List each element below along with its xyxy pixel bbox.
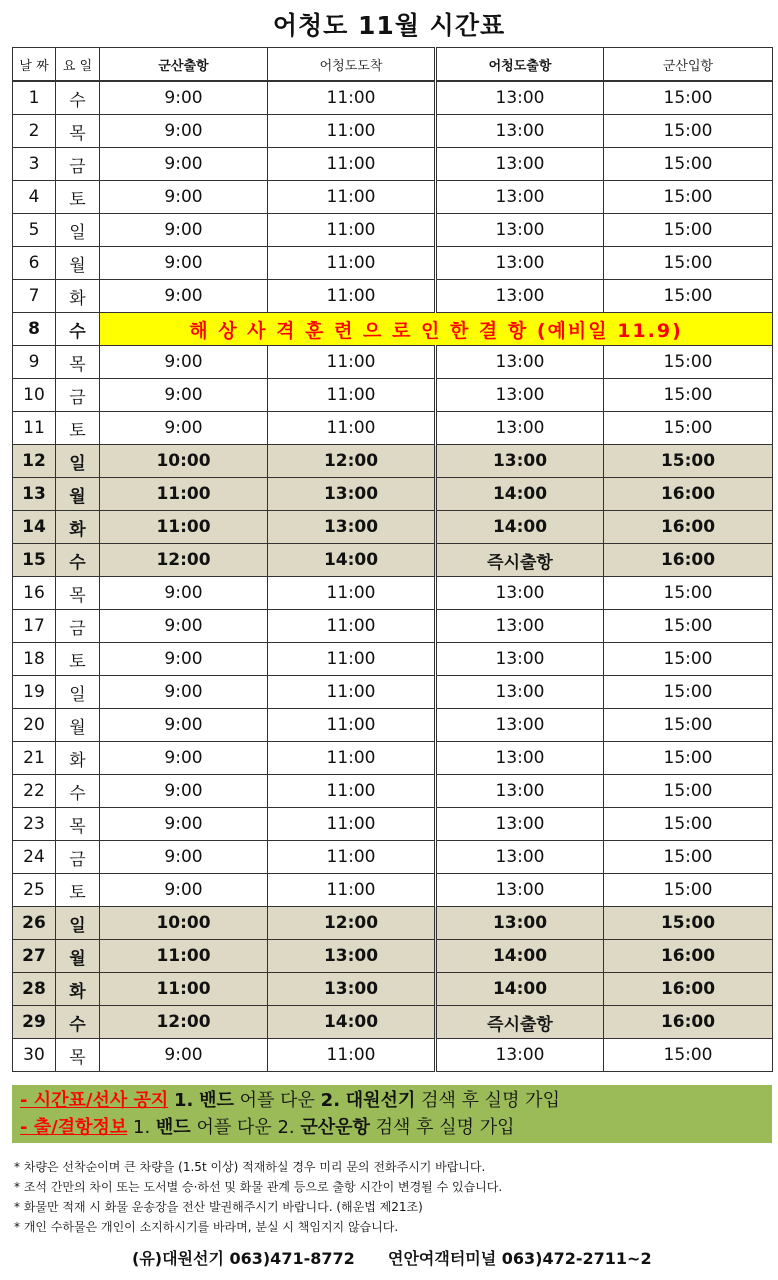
info-bar [12,1085,772,1143]
gunsan-arrival-cell: 15:00 [604,775,773,808]
table-row [13,445,773,478]
gunsan-departure-cell: 12:00 [100,1006,268,1039]
step-text: 어플 다운 [239,1090,315,1111]
eocheongdo-departure-cell: 13:00 [436,379,604,412]
eocheongdo-arrival-cell: 13:00 [268,478,436,511]
day-cell: 16 [13,577,56,610]
gunsan-departure-cell: 9:00 [100,346,268,379]
gunsan-arrival-cell: 15:00 [604,610,773,643]
eocheongdo-arrival-cell: 11:00 [268,181,436,214]
eocheongdo-arrival-cell: 11:00 [268,775,436,808]
day-cell: 29 [13,1006,56,1039]
note-item: * 화물만 적재 시 화물 운송장을 전산 발권해주시기 바랍니다. (해운법 제21조) [14,1200,423,1214]
search-keyword: 대원선기 [345,1090,416,1111]
weekday-cell: 화 [56,511,100,544]
weekday-cell: 화 [56,280,100,313]
table-row [13,610,773,643]
header-weekday: 요 일 [56,48,100,82]
step-number: 1. [133,1117,151,1138]
gunsan-arrival-cell: 15:00 [604,1039,773,1072]
gunsan-arrival-cell: 16:00 [604,544,773,577]
step-number: 1. [174,1090,194,1111]
info-line-notice [20,1087,764,1114]
gunsan-arrival-cell: 15:00 [604,81,773,115]
gunsan-arrival-cell: 16:00 [604,478,773,511]
gunsan-arrival-cell: 16:00 [604,940,773,973]
weekday-cell: 일 [56,214,100,247]
eocheongdo-departure-cell: 13:00 [436,214,604,247]
eocheongdo-arrival-cell: 12:00 [268,907,436,940]
note-item: * 개인 수하물은 개인이 소지하시기를 바라며, 분실 시 책임지지 않습니다. [14,1220,399,1234]
day-cell: 1 [13,81,56,115]
gunsan-departure-cell: 9:00 [100,577,268,610]
eocheongdo-departure-cell: 13:00 [436,610,604,643]
search-keyword: 군산운항 [300,1117,370,1138]
gunsan-departure-cell: 9:00 [100,742,268,775]
gunsan-departure-cell: 9:00 [100,676,268,709]
eocheongdo-departure-cell: 13:00 [436,148,604,181]
day-cell: 26 [13,907,56,940]
eocheongdo-departure-cell: 13:00 [436,841,604,874]
gunsan-arrival-cell: 15:00 [604,346,773,379]
weekday-cell: 토 [56,412,100,445]
footer-terminal-contact: 연안여객터미널 063)472-2711~2 [388,1249,652,1268]
eocheongdo-arrival-cell: 11:00 [268,346,436,379]
table-row [13,81,773,115]
eocheongdo-arrival-cell: 11:00 [268,115,436,148]
gunsan-arrival-cell: 15:00 [604,181,773,214]
table-row [13,280,773,313]
day-cell: 8 [13,313,56,346]
gunsan-departure-cell: 11:00 [100,940,268,973]
eocheongdo-departure-cell: 13:00 [436,742,604,775]
table-row [13,214,773,247]
day-cell: 19 [13,676,56,709]
app-name-band: 밴드 [155,1117,191,1138]
day-cell: 3 [13,148,56,181]
info-label-notice: - 시간표/선사 공지 [20,1090,169,1111]
gunsan-arrival-cell: 15:00 [604,874,773,907]
eocheongdo-arrival-cell: 11:00 [268,874,436,907]
weekday-cell: 일 [56,676,100,709]
step-text: 검색 후 실명 가입 [375,1117,515,1138]
eocheongdo-departure-cell: 13:00 [436,115,604,148]
weekday-cell: 수 [56,81,100,115]
gunsan-arrival-cell: 16:00 [604,1006,773,1039]
weekday-cell: 목 [56,1039,100,1072]
eocheongdo-departure-cell: 13:00 [436,577,604,610]
weekday-cell: 토 [56,181,100,214]
gunsan-arrival-cell: 15:00 [604,445,773,478]
weekday-cell: 수 [56,544,100,577]
gunsan-departure-cell: 10:00 [100,445,268,478]
eocheongdo-departure-cell: 14:00 [436,973,604,1006]
eocheongdo-arrival-cell: 11:00 [268,808,436,841]
eocheongdo-arrival-cell: 11:00 [268,841,436,874]
table-row [13,775,773,808]
note-item: * 차량은 선착순이며 큰 차량을 (1.5t 이상) 적재하실 경우 미리 문의 전화주시기 바랍니다. [14,1160,486,1174]
table-row [13,379,773,412]
day-cell: 10 [13,379,56,412]
table-row [13,874,773,907]
gunsan-departure-cell: 9:00 [100,247,268,280]
weekday-cell: 화 [56,742,100,775]
gunsan-departure-cell: 9:00 [100,148,268,181]
eocheongdo-departure-cell: 13:00 [436,346,604,379]
gunsan-departure-cell: 9:00 [100,808,268,841]
gunsan-arrival-cell: 15:00 [604,148,773,181]
day-cell: 15 [13,544,56,577]
table-row [13,313,773,346]
cancellation-notice: 해 상 사 격 훈 련 으 로 인 한 결 항 (예비일 11.9) [100,313,773,346]
gunsan-arrival-cell: 16:00 [604,973,773,1006]
gunsan-departure-cell: 9:00 [100,841,268,874]
eocheongdo-arrival-cell: 11:00 [268,412,436,445]
weekday-cell: 일 [56,907,100,940]
eocheongdo-arrival-cell: 11:00 [268,709,436,742]
weekday-cell: 월 [56,709,100,742]
gunsan-arrival-cell: 15:00 [604,247,773,280]
eocheongdo-arrival-cell: 11:00 [268,247,436,280]
gunsan-departure-cell: 9:00 [100,1039,268,1072]
eocheongdo-departure-cell: 13:00 [436,1039,604,1072]
header-date: 날 짜 [13,48,56,82]
weekday-cell: 일 [56,445,100,478]
weekday-cell: 목 [56,346,100,379]
weekday-cell: 금 [56,841,100,874]
table-row [13,643,773,676]
day-cell: 2 [13,115,56,148]
eocheongdo-arrival-cell: 13:00 [268,940,436,973]
gunsan-arrival-cell: 15:00 [604,742,773,775]
table-row [13,544,773,577]
gunsan-departure-cell: 9:00 [100,181,268,214]
eocheongdo-arrival-cell: 11:00 [268,742,436,775]
gunsan-departure-cell: 12:00 [100,544,268,577]
header-eocheongdo-arrival: 어청도도착 [268,48,436,82]
weekday-cell: 토 [56,874,100,907]
day-cell: 23 [13,808,56,841]
footer-company-contact: (유)대원선기 063)471-8772 [132,1249,355,1268]
table-row [13,742,773,775]
notes [14,1157,774,1237]
eocheongdo-departure-cell: 13:00 [436,709,604,742]
weekday-cell: 수 [56,1006,100,1039]
day-cell: 30 [13,1039,56,1072]
day-cell: 14 [13,511,56,544]
eocheongdo-departure-cell: 즉시출항 [436,1006,604,1039]
gunsan-arrival-cell: 15:00 [604,841,773,874]
weekday-cell: 월 [56,478,100,511]
timetable-body [13,81,773,1072]
gunsan-departure-cell: 9:00 [100,610,268,643]
gunsan-departure-cell: 11:00 [100,973,268,1006]
gunsan-arrival-cell: 16:00 [604,511,773,544]
eocheongdo-arrival-cell: 11:00 [268,610,436,643]
table-row [13,148,773,181]
day-cell: 25 [13,874,56,907]
eocheongdo-arrival-cell: 11:00 [268,1039,436,1072]
step-number: 2. [277,1117,295,1138]
gunsan-arrival-cell: 15:00 [604,214,773,247]
weekday-cell: 수 [56,775,100,808]
eocheongdo-departure-cell: 14:00 [436,511,604,544]
eocheongdo-arrival-cell: 11:00 [268,643,436,676]
day-cell: 17 [13,610,56,643]
eocheongdo-departure-cell: 13:00 [436,81,604,115]
weekday-cell: 월 [56,247,100,280]
weekday-cell: 화 [56,973,100,1006]
eocheongdo-arrival-cell: 12:00 [268,445,436,478]
eocheongdo-departure-cell: 14:00 [436,940,604,973]
info-line-status [20,1114,764,1141]
step-text: 검색 후 실명 가입 [421,1090,560,1111]
eocheongdo-arrival-cell: 14:00 [268,1006,436,1039]
weekday-cell: 목 [56,577,100,610]
table-row [13,808,773,841]
table-row [13,1039,773,1072]
eocheongdo-departure-cell: 13:00 [436,247,604,280]
header-gunsan-departure: 군산출항 [100,48,268,82]
gunsan-departure-cell: 11:00 [100,511,268,544]
day-cell: 21 [13,742,56,775]
gunsan-departure-cell: 11:00 [100,478,268,511]
gunsan-arrival-cell: 15:00 [604,379,773,412]
eocheongdo-arrival-cell: 11:00 [268,148,436,181]
table-row [13,478,773,511]
eocheongdo-departure-cell: 13:00 [436,445,604,478]
eocheongdo-arrival-cell: 11:00 [268,81,436,115]
eocheongdo-arrival-cell: 11:00 [268,676,436,709]
gunsan-arrival-cell: 15:00 [604,676,773,709]
header-gunsan-arrival: 군산입항 [604,48,773,82]
weekday-cell: 수 [56,313,100,346]
gunsan-departure-cell: 10:00 [100,907,268,940]
day-cell: 5 [13,214,56,247]
table-row [13,940,773,973]
timetable [12,47,773,1072]
table-row [13,247,773,280]
table-row [13,346,773,379]
step-text: 어플 다운 [196,1117,272,1138]
page-title: 어청도 11월 시간표 [272,11,506,40]
table-row [13,511,773,544]
eocheongdo-departure-cell: 13:00 [436,643,604,676]
day-cell: 18 [13,643,56,676]
gunsan-arrival-cell: 15:00 [604,808,773,841]
eocheongdo-departure-cell: 14:00 [436,478,604,511]
gunsan-departure-cell: 9:00 [100,280,268,313]
gunsan-arrival-cell: 15:00 [604,709,773,742]
weekday-cell: 토 [56,643,100,676]
eocheongdo-arrival-cell: 13:00 [268,511,436,544]
day-cell: 20 [13,709,56,742]
gunsan-departure-cell: 9:00 [100,214,268,247]
day-cell: 12 [13,445,56,478]
table-row [13,181,773,214]
gunsan-departure-cell: 9:00 [100,874,268,907]
day-cell: 7 [13,280,56,313]
weekday-cell: 금 [56,610,100,643]
table-row [13,1006,773,1039]
day-cell: 24 [13,841,56,874]
step-number: 2. [320,1090,341,1111]
weekday-cell: 목 [56,115,100,148]
weekday-cell: 목 [56,808,100,841]
table-row [13,577,773,610]
day-cell: 4 [13,181,56,214]
gunsan-arrival-cell: 15:00 [604,280,773,313]
gunsan-arrival-cell: 15:00 [604,115,773,148]
table-row [13,115,773,148]
eocheongdo-arrival-cell: 11:00 [268,379,436,412]
gunsan-arrival-cell: 15:00 [604,577,773,610]
eocheongdo-departure-cell: 13:00 [436,280,604,313]
day-cell: 27 [13,940,56,973]
day-cell: 28 [13,973,56,1006]
eocheongdo-arrival-cell: 11:00 [268,214,436,247]
eocheongdo-departure-cell: 13:00 [436,775,604,808]
note-item: * 조석 간만의 차이 또는 도서별 승·하선 및 화물 관계 등으로 출항 시간이 변경될 수 있습니다. [14,1180,503,1194]
info-label-status: - 출/결항정보 [20,1117,128,1138]
gunsan-departure-cell: 9:00 [100,775,268,808]
eocheongdo-departure-cell: 13:00 [436,907,604,940]
gunsan-departure-cell: 9:00 [100,115,268,148]
eocheongdo-departure-cell: 13:00 [436,412,604,445]
gunsan-arrival-cell: 15:00 [604,643,773,676]
weekday-cell: 금 [56,148,100,181]
weekday-cell: 월 [56,940,100,973]
table-row [13,841,773,874]
day-cell: 6 [13,247,56,280]
eocheongdo-arrival-cell: 11:00 [268,280,436,313]
eocheongdo-departure-cell: 13:00 [436,181,604,214]
eocheongdo-departure-cell: 13:00 [436,874,604,907]
eocheongdo-arrival-cell: 14:00 [268,544,436,577]
header-eocheongdo-departure: 어청도출항 [436,48,604,82]
day-cell: 11 [13,412,56,445]
eocheongdo-arrival-cell: 11:00 [268,577,436,610]
eocheongdo-departure-cell: 13:00 [436,676,604,709]
gunsan-arrival-cell: 15:00 [604,907,773,940]
gunsan-departure-cell: 9:00 [100,81,268,115]
table-header-row [13,48,773,82]
weekday-cell: 금 [56,379,100,412]
table-row [13,709,773,742]
day-cell: 9 [13,346,56,379]
table-row [13,676,773,709]
eocheongdo-arrival-cell: 13:00 [268,973,436,1006]
app-name-band: 밴드 [199,1090,234,1111]
table-row [13,973,773,1006]
table-row [13,412,773,445]
gunsan-departure-cell: 9:00 [100,412,268,445]
gunsan-departure-cell: 9:00 [100,709,268,742]
eocheongdo-departure-cell: 즉시출항 [436,544,604,577]
table-row [13,907,773,940]
day-cell: 13 [13,478,56,511]
gunsan-departure-cell: 9:00 [100,643,268,676]
eocheongdo-departure-cell: 13:00 [436,808,604,841]
day-cell: 22 [13,775,56,808]
gunsan-arrival-cell: 15:00 [604,412,773,445]
gunsan-departure-cell: 9:00 [100,379,268,412]
